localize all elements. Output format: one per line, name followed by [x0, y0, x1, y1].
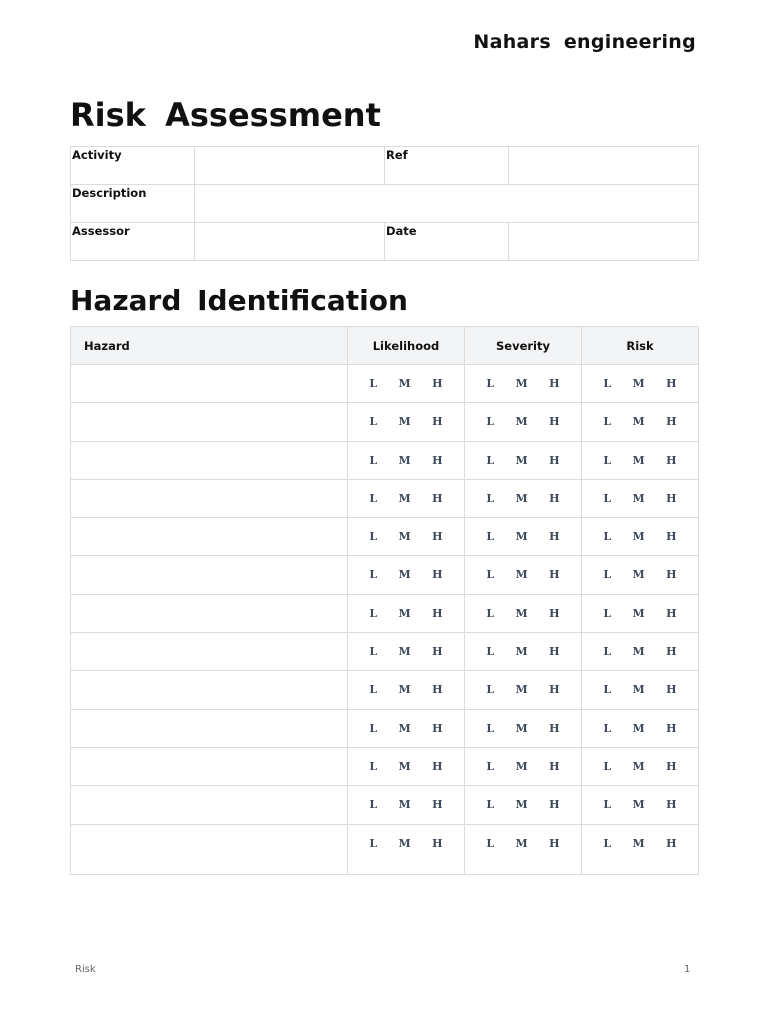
severity-option-h[interactable]: H — [549, 721, 560, 735]
hazard-description-cell[interactable] — [71, 824, 348, 874]
risk-cell — [582, 747, 699, 785]
risk-option-h[interactable]: H — [666, 645, 677, 659]
severity-cell — [465, 441, 582, 479]
risk-cell — [582, 365, 699, 403]
severity-option-l[interactable]: L — [486, 568, 495, 582]
hazard-row — [71, 824, 699, 874]
hazard-row — [71, 747, 699, 785]
severity-option-m[interactable]: M — [515, 721, 528, 735]
severity-option-h[interactable]: H — [549, 568, 560, 582]
assessor-label: Assessor — [71, 223, 195, 261]
risk-options — [582, 748, 698, 773]
likelihood-option-l[interactable]: L — [369, 606, 378, 620]
severity-options — [465, 365, 581, 390]
likelihood-options — [348, 710, 464, 735]
likelihood-option-l[interactable]: L — [369, 721, 378, 735]
company-name: Nahars engineering — [473, 31, 696, 53]
severity-options — [465, 671, 581, 696]
risk-cell — [582, 518, 699, 556]
risk-cell — [582, 786, 699, 824]
severity-option-h[interactable]: H — [549, 530, 560, 544]
risk-option-m[interactable]: M — [632, 377, 645, 390]
risk-options — [582, 825, 698, 850]
likelihood-options — [348, 556, 464, 581]
likelihood-option-l[interactable]: L — [369, 683, 378, 697]
likelihood-option-l[interactable]: L — [369, 798, 378, 812]
activity-label: Activity — [71, 147, 195, 185]
hazard-description-cell[interactable] — [71, 441, 348, 479]
likelihood-option-l[interactable]: L — [369, 530, 378, 544]
severity-options — [465, 556, 581, 581]
risk-option-h[interactable]: H — [666, 415, 677, 429]
severity-option-m[interactable]: M — [515, 491, 528, 505]
severity-options — [465, 403, 581, 428]
hazard-row — [71, 518, 699, 556]
page-title: Risk Assessment — [70, 96, 381, 134]
date-label: Date — [385, 223, 509, 261]
severity-option-m[interactable]: M — [515, 759, 528, 773]
likelihood-option-h[interactable]: H — [432, 606, 443, 620]
risk-option-l[interactable]: L — [603, 683, 612, 697]
hazard-row — [71, 671, 699, 709]
description-field[interactable] — [195, 185, 699, 223]
severity-options — [465, 786, 581, 811]
risk-options — [582, 442, 698, 467]
risk-options — [582, 480, 698, 505]
risk-options — [582, 365, 698, 390]
likelihood-option-m[interactable]: M — [398, 721, 411, 735]
page-number: 1 — [684, 964, 691, 975]
likelihood-option-m[interactable]: M — [398, 759, 411, 773]
risk-option-l[interactable]: L — [603, 836, 612, 850]
likelihood-option-m[interactable]: M — [398, 606, 411, 620]
likelihood-cell — [348, 441, 465, 479]
hazard-description-cell[interactable] — [71, 518, 348, 556]
severity-option-m[interactable]: M — [515, 453, 528, 467]
likelihood-cell — [348, 518, 465, 556]
risk-option-m[interactable]: M — [632, 798, 645, 812]
likelihood-option-h[interactable]: H — [432, 721, 443, 735]
likelihood-options — [348, 595, 464, 620]
likelihood-options — [348, 365, 464, 390]
risk-cell — [582, 671, 699, 709]
risk-cell — [582, 633, 699, 671]
likelihood-cell — [348, 633, 465, 671]
severity-cell — [465, 747, 582, 785]
risk-cell — [582, 709, 699, 747]
severity-cell — [465, 403, 582, 441]
severity-option-l[interactable]: L — [486, 759, 495, 773]
severity-option-h[interactable]: H — [549, 606, 560, 620]
hazard-description-cell[interactable] — [71, 747, 348, 785]
hazard-row — [71, 594, 699, 632]
assessor-row — [71, 223, 699, 261]
risk-cell — [582, 824, 699, 874]
activity-row — [71, 147, 699, 185]
likelihood-option-m[interactable]: M — [398, 377, 411, 390]
risk-option-h[interactable]: H — [666, 491, 677, 505]
section-title: Hazard Identification — [70, 284, 408, 317]
risk-option-l[interactable]: L — [603, 759, 612, 773]
risk-option-l[interactable]: L — [603, 491, 612, 505]
likelihood-cell — [348, 747, 465, 785]
severity-cell — [465, 709, 582, 747]
risk-option-m[interactable]: M — [632, 453, 645, 467]
likelihood-cell — [348, 556, 465, 594]
likelihood-option-h[interactable]: H — [432, 798, 443, 812]
severity-options — [465, 480, 581, 505]
severity-column-header: Severity — [465, 327, 582, 365]
risk-option-m[interactable]: M — [632, 759, 645, 773]
risk-option-l[interactable]: L — [603, 645, 612, 659]
risk-option-l[interactable]: L — [603, 453, 612, 467]
severity-options — [465, 595, 581, 620]
severity-option-m[interactable]: M — [515, 683, 528, 697]
risk-option-h[interactable]: H — [666, 453, 677, 467]
likelihood-option-m[interactable]: M — [398, 453, 411, 467]
likelihood-option-l[interactable]: L — [369, 759, 378, 773]
severity-option-l[interactable]: L — [486, 836, 495, 850]
severity-option-h[interactable]: H — [549, 798, 560, 812]
hazard-row — [71, 403, 699, 441]
severity-cell — [465, 633, 582, 671]
risk-options — [582, 710, 698, 735]
likelihood-option-m[interactable]: M — [398, 836, 411, 850]
assessor-field[interactable] — [195, 223, 385, 261]
likelihood-options — [348, 442, 464, 467]
likelihood-cell — [348, 479, 465, 517]
risk-option-h[interactable]: H — [666, 568, 677, 582]
risk-cell — [582, 441, 699, 479]
severity-option-h[interactable]: H — [549, 491, 560, 505]
hazard-row — [71, 441, 699, 479]
severity-option-h[interactable]: H — [549, 377, 560, 390]
likelihood-options — [348, 480, 464, 505]
severity-option-h[interactable]: H — [549, 645, 560, 659]
description-label: Description — [71, 185, 195, 223]
likelihood-options — [348, 403, 464, 428]
likelihood-options — [348, 518, 464, 543]
severity-option-m[interactable]: M — [515, 798, 528, 812]
hazard-row — [71, 709, 699, 747]
severity-option-l[interactable]: L — [486, 798, 495, 812]
hazard-description-cell[interactable] — [71, 786, 348, 824]
likelihood-option-l[interactable]: L — [369, 836, 378, 850]
likelihood-cell — [348, 824, 465, 874]
severity-options — [465, 825, 581, 850]
hazard-description-cell[interactable] — [71, 633, 348, 671]
risk-cell — [582, 479, 699, 517]
likelihood-options — [348, 633, 464, 658]
hazard-description-cell[interactable] — [71, 479, 348, 517]
likelihood-option-m[interactable]: M — [398, 645, 411, 659]
severity-cell — [465, 556, 582, 594]
hazard-description-cell[interactable] — [71, 365, 348, 403]
likelihood-option-m[interactable]: M — [398, 798, 411, 812]
risk-option-m[interactable]: M — [632, 721, 645, 735]
risk-option-m[interactable]: M — [632, 606, 645, 620]
severity-options — [465, 518, 581, 543]
likelihood-cell — [348, 786, 465, 824]
hazard-header-row — [71, 327, 699, 365]
risk-cell — [582, 403, 699, 441]
hazard-description-cell[interactable] — [71, 594, 348, 632]
risk-option-h[interactable]: H — [666, 530, 677, 544]
likelihood-option-m[interactable]: M — [398, 683, 411, 697]
hazard-row — [71, 365, 699, 403]
severity-option-h[interactable]: H — [549, 759, 560, 773]
severity-option-h[interactable]: H — [549, 415, 560, 429]
severity-option-l[interactable]: L — [486, 415, 495, 429]
severity-option-m[interactable]: M — [515, 568, 528, 582]
severity-options — [465, 710, 581, 735]
severity-option-h[interactable]: H — [549, 453, 560, 467]
hazard-row — [71, 479, 699, 517]
risk-options — [582, 556, 698, 581]
ref-field[interactable] — [509, 147, 699, 185]
risk-option-h[interactable]: H — [666, 721, 677, 735]
likelihood-cell — [348, 365, 465, 403]
likelihood-option-l[interactable]: L — [369, 453, 378, 467]
risk-option-l[interactable]: L — [603, 721, 612, 735]
likelihood-option-h[interactable]: H — [432, 530, 443, 544]
severity-option-l[interactable]: L — [486, 683, 495, 697]
severity-option-l[interactable]: L — [486, 530, 495, 544]
severity-option-m[interactable]: M — [515, 645, 528, 659]
likelihood-options — [348, 671, 464, 696]
severity-option-h[interactable]: H — [549, 683, 560, 697]
risk-option-m[interactable]: M — [632, 683, 645, 697]
severity-option-l[interactable]: L — [486, 453, 495, 467]
risk-options — [582, 633, 698, 658]
likelihood-options — [348, 748, 464, 773]
likelihood-cell — [348, 594, 465, 632]
severity-option-m[interactable]: M — [515, 377, 528, 390]
ref-label: Ref — [385, 147, 509, 185]
severity-cell — [465, 594, 582, 632]
likelihood-option-l[interactable]: L — [369, 645, 378, 659]
risk-option-h[interactable]: H — [666, 683, 677, 697]
severity-option-h[interactable]: H — [549, 836, 560, 850]
likelihood-option-l[interactable]: L — [369, 568, 378, 582]
severity-option-l[interactable]: L — [486, 491, 495, 505]
likelihood-option-m[interactable]: M — [398, 568, 411, 582]
likelihood-option-h[interactable]: H — [432, 453, 443, 467]
footer-left-text: Risk — [75, 964, 96, 975]
severity-option-m[interactable]: M — [515, 415, 528, 429]
risk-options — [582, 518, 698, 543]
risk-option-m[interactable]: M — [632, 645, 645, 659]
assessment-info-table — [70, 146, 699, 261]
severity-cell — [465, 786, 582, 824]
risk-cell — [582, 556, 699, 594]
hazard-description-cell[interactable] — [71, 403, 348, 441]
hazard-row — [71, 556, 699, 594]
severity-option-m[interactable]: M — [515, 530, 528, 544]
risk-option-l[interactable]: L — [603, 530, 612, 544]
severity-cell — [465, 518, 582, 556]
likelihood-cell — [348, 403, 465, 441]
likelihood-option-h[interactable]: H — [432, 377, 443, 390]
likelihood-cell — [348, 671, 465, 709]
hazard-column-header: Hazard — [71, 327, 348, 365]
hazard-row — [71, 786, 699, 824]
likelihood-options — [348, 786, 464, 811]
risk-cell — [582, 594, 699, 632]
risk-option-m[interactable]: M — [632, 836, 645, 850]
risk-option-l[interactable]: L — [603, 568, 612, 582]
risk-option-m[interactable]: M — [632, 568, 645, 582]
risk-option-h[interactable]: H — [666, 377, 677, 390]
risk-option-l[interactable]: L — [603, 415, 612, 429]
likelihood-option-h[interactable]: H — [432, 836, 443, 850]
severity-option-m[interactable]: M — [515, 606, 528, 620]
risk-options — [582, 403, 698, 428]
risk-options — [582, 786, 698, 811]
severity-option-l[interactable]: L — [486, 606, 495, 620]
likelihood-cell — [348, 709, 465, 747]
hazard-description-cell[interactable] — [71, 671, 348, 709]
risk-option-l[interactable]: L — [603, 798, 612, 812]
likelihood-option-h[interactable]: H — [432, 645, 443, 659]
risk-option-h[interactable]: H — [666, 836, 677, 850]
likelihood-option-m[interactable]: M — [398, 491, 411, 505]
likelihood-option-h[interactable]: H — [432, 759, 443, 773]
severity-options — [465, 748, 581, 773]
severity-options — [465, 442, 581, 467]
activity-field[interactable] — [195, 147, 385, 185]
likelihood-options — [348, 825, 464, 850]
severity-cell — [465, 365, 582, 403]
risk-column-header: Risk — [582, 327, 699, 365]
risk-options — [582, 671, 698, 696]
likelihood-option-m[interactable]: M — [398, 530, 411, 544]
severity-option-l[interactable]: L — [486, 645, 495, 659]
description-row — [71, 185, 699, 223]
risk-option-h[interactable]: H — [666, 798, 677, 812]
severity-cell — [465, 671, 582, 709]
likelihood-column-header: Likelihood — [348, 327, 465, 365]
risk-option-h[interactable]: H — [666, 759, 677, 773]
likelihood-option-h[interactable]: H — [432, 491, 443, 505]
likelihood-option-h[interactable]: H — [432, 415, 443, 429]
hazard-description-cell[interactable] — [71, 556, 348, 594]
date-field[interactable] — [509, 223, 699, 261]
risk-option-m[interactable]: M — [632, 491, 645, 505]
likelihood-option-m[interactable]: M — [398, 415, 411, 429]
risk-option-m[interactable]: M — [632, 530, 645, 544]
risk-option-l[interactable]: L — [603, 377, 612, 390]
likelihood-option-h[interactable]: H — [432, 683, 443, 697]
severity-options — [465, 633, 581, 658]
risk-option-l[interactable]: L — [603, 606, 612, 620]
severity-option-m[interactable]: M — [515, 836, 528, 850]
likelihood-option-l[interactable]: L — [369, 377, 378, 390]
likelihood-option-h[interactable]: H — [432, 568, 443, 582]
risk-option-m[interactable]: M — [632, 415, 645, 429]
severity-option-l[interactable]: L — [486, 721, 495, 735]
hazard-table — [70, 326, 699, 875]
hazard-row — [71, 633, 699, 671]
severity-cell — [465, 479, 582, 517]
risk-option-h[interactable]: H — [666, 606, 677, 620]
likelihood-option-l[interactable]: L — [369, 491, 378, 505]
severity-option-l[interactable]: L — [486, 377, 495, 390]
severity-cell — [465, 824, 582, 874]
likelihood-option-l[interactable]: L — [369, 415, 378, 429]
hazard-description-cell[interactable] — [71, 709, 348, 747]
risk-options — [582, 595, 698, 620]
